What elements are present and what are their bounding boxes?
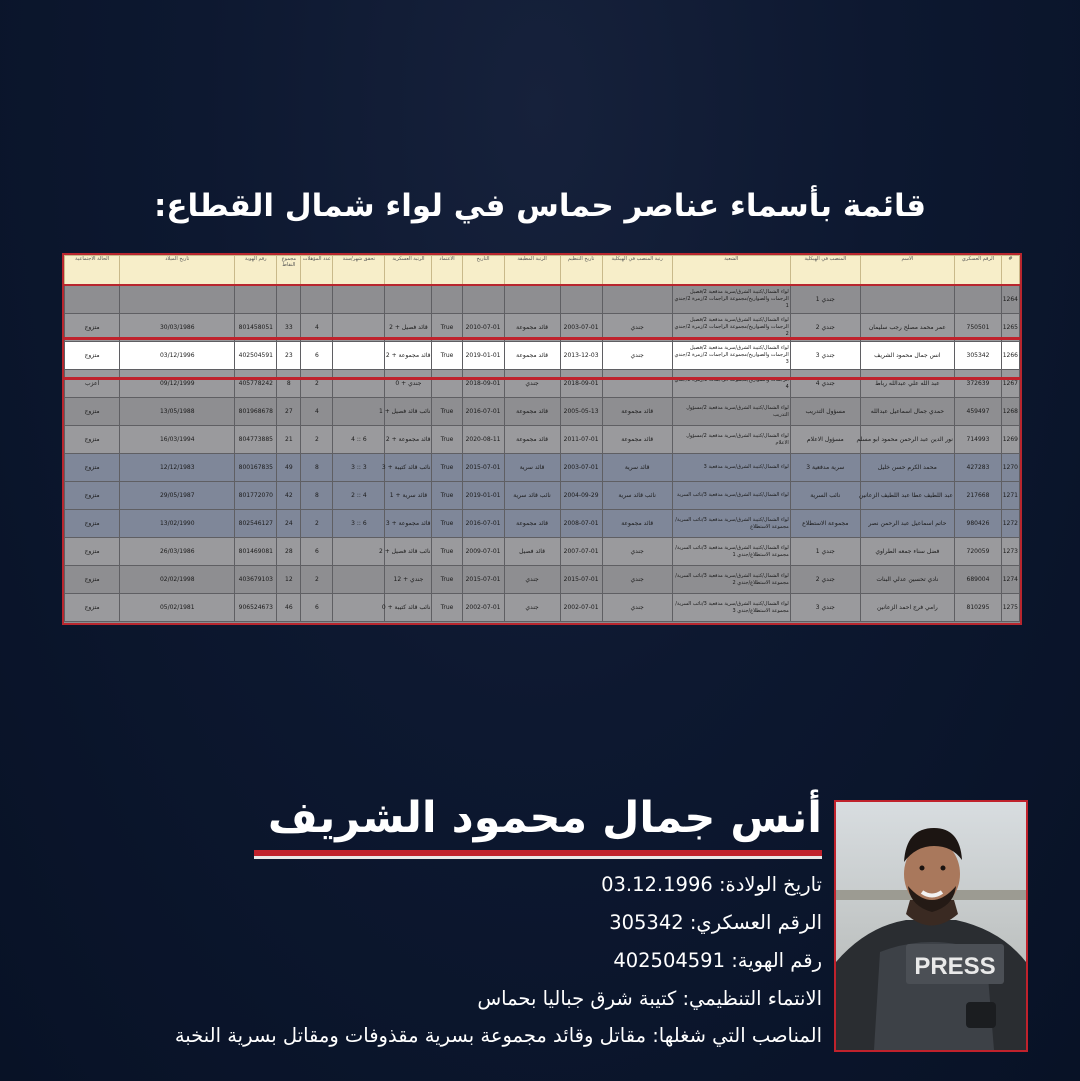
table-cell: 23 (277, 342, 301, 370)
table-cell: 16/03/1994 (120, 426, 235, 454)
table-cell (333, 342, 385, 370)
table-row (65, 314, 1020, 342)
table-cell: 21 (277, 426, 301, 454)
table-cell (235, 285, 277, 314)
table-row (65, 398, 1020, 426)
table-cell: 2019-01-01 (462, 482, 504, 510)
table-cell: 800167835 (235, 454, 277, 482)
table-cell: جندي (504, 566, 560, 594)
table-cell: جندي (602, 594, 672, 622)
table-cell: 49 (277, 454, 301, 482)
table-cell (333, 566, 385, 594)
table-cell: 6 :: 4 (333, 426, 385, 454)
table-cell (65, 285, 120, 314)
page-title: قائمة بأسماء عناصر حماس في لواء شمال القطاع: (153, 188, 926, 224)
table-cell: انس جمال محمود الشريف (860, 342, 954, 370)
table-cell: 689004 (954, 566, 1001, 594)
table-cell (602, 370, 672, 398)
table-cell: جندي 1 (790, 285, 860, 314)
table-cell: 2004-09-29 (560, 482, 602, 510)
table-cell: True (432, 538, 462, 566)
table-cell: متزوج (65, 566, 120, 594)
profile-name: أنس جمال محمود الشريف (267, 793, 822, 843)
table-cell: 2002-07-01 (560, 594, 602, 622)
table-cell: 6 (301, 594, 333, 622)
table-body (65, 285, 1020, 622)
table-cell: 46 (277, 594, 301, 622)
table-row (65, 426, 1020, 454)
table-cell: 801469081 (235, 538, 277, 566)
table-header-cell: الرقم العسكري (954, 256, 1001, 286)
table-header-cell: الاعتماد (432, 256, 462, 286)
table-cell: قائد مجموعة (504, 426, 560, 454)
table-cell: قائد مجموعة + 3 (385, 510, 432, 538)
table-header-cell: # (1001, 256, 1019, 286)
table-cell: 2018-09-01 (560, 370, 602, 398)
table-cell: جندي 1 (790, 538, 860, 566)
table-cell: نائب السرية (790, 482, 860, 510)
members-table (64, 255, 1020, 622)
table-cell (333, 398, 385, 426)
table-cell: 27 (277, 398, 301, 426)
name-underline (254, 850, 822, 859)
table-cell: 12 (277, 566, 301, 594)
table-cell (301, 285, 333, 314)
table-cell: 1269 (1001, 426, 1019, 454)
military-number-line: الرقم العسكري: 305342 (609, 911, 822, 934)
table-row (65, 454, 1020, 482)
table-cell: متزوج (65, 594, 120, 622)
table-cell: 26/03/1986 (120, 538, 235, 566)
positions-line: المناصب التي شغلها: مقاتل وقائد مجموعة بسرية مقذوفات ومقاتل بسرية النخبة (174, 1024, 822, 1047)
table-cell: متزوج (65, 342, 120, 370)
table-cell: مسؤول التدريب (790, 398, 860, 426)
table-cell: متزوج (65, 454, 120, 482)
table-cell: عمر محمد مصلح رجب سليمان (860, 314, 954, 342)
table-cell: نادي تحسين عدلي البنات (860, 566, 954, 594)
table-cell: 2003-07-01 (560, 454, 602, 482)
table-cell: متزوج (65, 426, 120, 454)
table-cell: لواء الشمال/كتيبة الشرق/سرية مدفعية 3/نائب السرية (672, 482, 790, 510)
table-cell: 4 (301, 398, 333, 426)
table-cell: 02/02/1998 (120, 566, 235, 594)
table-cell (560, 285, 602, 314)
table-cell: 8 (301, 454, 333, 482)
table-cell: 8 (301, 482, 333, 510)
table-cell: جندي 3 (790, 342, 860, 370)
table-cell: 1274 (1001, 566, 1019, 594)
table-cell: قائد سرية (504, 454, 560, 482)
table-header-cell: عدد المؤهلات (301, 256, 333, 286)
table-cell: 2002-07-01 (462, 594, 504, 622)
table-cell (860, 285, 954, 314)
table-cell: الرجمات والصواريخ/مجموعة الراجمات 2/زمرة 2/جندي 4 (672, 370, 790, 398)
table-cell: 801772070 (235, 482, 277, 510)
table-cell: 09/12/1999 (120, 370, 235, 398)
table-cell: قائد مجموعة + 2 (385, 426, 432, 454)
table-cell: متزوج (65, 314, 120, 342)
highlighted-table-row (65, 342, 1020, 370)
table-cell (432, 370, 462, 398)
table-cell: قائد مجموعة (504, 314, 560, 342)
table-cell: لواء الشمال/كتيبة الشرق/سرية مدفعية 2/فصيل الرجمات والصواريخ/مجموعة الراجمات 2/زمرة 2/جندي 3 (672, 342, 790, 370)
table-row (65, 370, 1020, 398)
table-cell: 403679103 (235, 566, 277, 594)
table-cell: True (432, 342, 462, 370)
table-cell: متزوج (65, 482, 120, 510)
document-table-image (62, 253, 1022, 625)
table-cell: 427283 (954, 454, 1001, 482)
table-cell: لواء الشمال/كتيبة الشرق/سرية مدفعية 2/مسؤول التدريب (672, 398, 790, 426)
table-cell: 2018-09-01 (462, 370, 504, 398)
table-header-cell: المنصب في الهيكلية (790, 256, 860, 286)
table-header-cell: رتبة المنصب في الهيكلية (602, 256, 672, 286)
table-cell: 30/03/1986 (120, 314, 235, 342)
table-row (65, 538, 1020, 566)
table-cell (333, 314, 385, 342)
table-cell: جندي 2 (790, 566, 860, 594)
table-cell: نائب قائد كتيبة + 0 (385, 594, 432, 622)
table-cell: True (432, 482, 462, 510)
table-header-cell: التاريخ (462, 256, 504, 286)
table-cell: 2016-07-01 (462, 510, 504, 538)
birth-date-line: تاريخ الولادة: 03.12.1996 (601, 873, 822, 896)
table-cell: 714993 (954, 426, 1001, 454)
table-cell: عبد اللطيف عطا عبد اللطيف الزعانين (860, 482, 954, 510)
id-number-line: رقم الهوية: 402504591 (613, 949, 822, 972)
table-cell: 13/02/1990 (120, 510, 235, 538)
table-cell: لواء الشمال/كتيبة الشرق/سرية مدفعية 3/نائب السرية/مجموعة الاستطلاع/جندي 1 (672, 538, 790, 566)
table-cell (333, 538, 385, 566)
press-label: PRESS (914, 953, 996, 980)
table-cell: 42 (277, 482, 301, 510)
table-cell: 2005-05-13 (560, 398, 602, 426)
table-cell: 2015-07-01 (462, 566, 504, 594)
table-cell: 720059 (954, 538, 1001, 566)
table-cell: 372639 (954, 370, 1001, 398)
table-cell: لواء الشمال/كتيبة الشرق/سرية مدفعية 2/فصيل الرجمات والصواريخ/مجموعة الراجمات 2/زمرة 2/جندي 2 (672, 314, 790, 342)
table-cell: True (432, 398, 462, 426)
table-cell: 2007-07-01 (560, 538, 602, 566)
table-cell: نور الدين عبد الرحمن محمود ابو مسلم (860, 426, 954, 454)
table-cell: 33 (277, 314, 301, 342)
table-cell: 1265 (1001, 314, 1019, 342)
table-cell: 4 (301, 314, 333, 342)
table-cell (385, 285, 432, 314)
table-cell: محمد الكرم حسن خليل (860, 454, 954, 482)
table-header-cell: تاريخ التنظيم (560, 256, 602, 286)
table-cell: جندي + 12 (385, 566, 432, 594)
table-cell: 29/05/1987 (120, 482, 235, 510)
table-cell: جندي (602, 342, 672, 370)
table-cell: 801968678 (235, 398, 277, 426)
table-cell: جندي (602, 566, 672, 594)
table-cell: قائد مجموعة (602, 510, 672, 538)
table-cell: True (432, 594, 462, 622)
table-cell: True (432, 566, 462, 594)
table-cell: 2009-07-01 (462, 538, 504, 566)
table-cell: 305342 (954, 342, 1001, 370)
table-cell: 24 (277, 510, 301, 538)
table-cell: 6 (301, 342, 333, 370)
table-cell: قائد مجموعة (602, 426, 672, 454)
table-header-cell: مجموع النقاط (277, 256, 301, 286)
table-cell: 2003-07-01 (560, 314, 602, 342)
table-cell: 2019-01-01 (462, 342, 504, 370)
table-row (65, 285, 1020, 314)
table-cell (504, 285, 560, 314)
table-cell: 2011-07-01 (560, 426, 602, 454)
table-cell: لواء الشمال/كتيبة الشرق/سرية مدفعية 2/فصيل الرجمات والصواريخ/مجموعة الراجمات 2/زمرة 2/جندي 1 (672, 285, 790, 314)
table-cell: 1271 (1001, 482, 1019, 510)
table-cell (462, 285, 504, 314)
table-cell: 03/12/1996 (120, 342, 235, 370)
table-cell: 750501 (954, 314, 1001, 342)
table-cell: قائد فصيل (504, 538, 560, 566)
table-header-cell: تحقق شهر/سنة (333, 256, 385, 286)
table-cell: متزوج (65, 398, 120, 426)
table-cell: 906524673 (235, 594, 277, 622)
table-cell: أعزب (65, 370, 120, 398)
table-cell: 6 :: 3 (333, 510, 385, 538)
table-cell (277, 285, 301, 314)
table-cell: 810295 (954, 594, 1001, 622)
table-cell: 28 (277, 538, 301, 566)
table-cell: متزوج (65, 510, 120, 538)
table-cell: مجموعة الاستطلاع (790, 510, 860, 538)
table-cell: جندي 4 (790, 370, 860, 398)
table-cell: True (432, 426, 462, 454)
table-cell: نائب قائد سرية (504, 482, 560, 510)
table-cell: قائد مجموعة (504, 342, 560, 370)
portrait-illustration (836, 802, 1026, 1050)
table-cell: 2015-07-01 (462, 454, 504, 482)
table-cell: 3 :: 3 (333, 454, 385, 482)
table-cell: 1273 (1001, 538, 1019, 566)
table-cell: جندي 3 (790, 594, 860, 622)
affiliation-line: الانتماء التنظيمي: كتيبة شرق جباليا بحماس (477, 987, 822, 1010)
table-cell (333, 594, 385, 622)
table-cell: قائد فصيل + 2 (385, 314, 432, 342)
table-cell (333, 285, 385, 314)
table-header-cell: الحالة الاجتماعية (65, 256, 120, 286)
table-cell: قائد مجموعة (602, 398, 672, 426)
table-cell: 804773885 (235, 426, 277, 454)
table-cell: جندي (602, 538, 672, 566)
table-cell: True (432, 314, 462, 342)
profile-panel (62, 790, 822, 1061)
table-cell: 2013-12-03 (560, 342, 602, 370)
table-cell: 2015-07-01 (560, 566, 602, 594)
table-cell: 2 (301, 566, 333, 594)
table-cell (602, 285, 672, 314)
table-cell: لواء الشمال/كتيبة الشرق/سرية مدفعية 3/نائب السرية/مجموعة الاستطلاع (672, 510, 790, 538)
table-cell: 405778242 (235, 370, 277, 398)
table-cell: 2020-08-11 (462, 426, 504, 454)
table-header-cell: تاريخ الميلاد (120, 256, 235, 286)
table-cell: 6 (301, 538, 333, 566)
table-cell: 1275 (1001, 594, 1019, 622)
table-cell: عبد الله علي عبدالله رباط (860, 370, 954, 398)
table-cell: True (432, 510, 462, 538)
table-cell: 459497 (954, 398, 1001, 426)
table-cell: لواء الشمال/كتيبة الشرق/سرية مدفعية 2/مسؤول الاعلام (672, 426, 790, 454)
table-cell: 217668 (954, 482, 1001, 510)
table-cell: 2008-07-01 (560, 510, 602, 538)
table-header-row (65, 256, 1020, 286)
table-cell: 1268 (1001, 398, 1019, 426)
table-cell: 2 (301, 370, 333, 398)
table-cell: قائد مجموعة (504, 398, 560, 426)
profile-photo (834, 800, 1028, 1052)
table-cell: حمدي جمال اسماعيل عبدالله (860, 398, 954, 426)
table-cell: قائد سرية + 1 (385, 482, 432, 510)
table-cell: قائد سرية (602, 454, 672, 482)
table-cell: 1264 (1001, 285, 1019, 314)
table-header-cell: الشعبة (672, 256, 790, 286)
table-cell: نائب قائد سرية (602, 482, 672, 510)
table-cell: 05/02/1981 (120, 594, 235, 622)
table-cell: 2010-07-01 (462, 314, 504, 342)
table-cell: 801458051 (235, 314, 277, 342)
table-cell: جندي (602, 314, 672, 342)
table-cell: جندي 2 (790, 314, 860, 342)
table-cell: 1267 (1001, 370, 1019, 398)
table-cell: حاتم اسماعيل عبد الرحمن نصر (860, 510, 954, 538)
table-cell: جندي (504, 370, 560, 398)
table-cell: متزوج (65, 538, 120, 566)
table-cell: 2016-07-01 (462, 398, 504, 426)
table-cell: نائب قائد فصيل + 2 (385, 538, 432, 566)
table-cell (954, 285, 1001, 314)
table-cell: 980426 (954, 510, 1001, 538)
table-cell: نائب قائد كتيبة + 3 (385, 454, 432, 482)
table-cell: جندي + 0 (385, 370, 432, 398)
table-header-cell: الرتبة المطبقة (504, 256, 560, 286)
table-row (65, 566, 1020, 594)
table-header-cell: الاسم (860, 256, 954, 286)
table-cell: فضل سناء جمعه الطراوي (860, 538, 954, 566)
table-cell: 1272 (1001, 510, 1019, 538)
table-cell (432, 285, 462, 314)
table-cell: لواء الشمال/كتيبة الشرق/سرية مدفعية 3 (672, 454, 790, 482)
table-row (65, 510, 1020, 538)
table-cell: لواء الشمال/كتيبة الشرق/سرية مدفعية 3/نائب السرية/مجموعة الاستطلاع/جندي 3 (672, 594, 790, 622)
table-cell: 13/05/1988 (120, 398, 235, 426)
table-row (65, 594, 1020, 622)
table-cell: 8 (277, 370, 301, 398)
table-cell: 1266 (1001, 342, 1019, 370)
table-header-cell: رقم الهوية (235, 256, 277, 286)
table-cell: True (432, 454, 462, 482)
table-cell: لواء الشمال/كتيبة الشرق/سرية مدفعية 3/نائب السرية/مجموعة الاستطلاع/جندي 2 (672, 566, 790, 594)
table-cell: 802546127 (235, 510, 277, 538)
table-cell: 2 (301, 510, 333, 538)
table-cell: مسؤول الاعلام (790, 426, 860, 454)
table-header-cell: الرتبة العسكرية (385, 256, 432, 286)
table-cell (333, 370, 385, 398)
table-cell: 2 (301, 426, 333, 454)
table-cell: رامي فرج احمد الزعانين (860, 594, 954, 622)
table-cell: جندي (504, 594, 560, 622)
table-cell: قائد مجموعة + 2 (385, 342, 432, 370)
table-cell: 12/12/1983 (120, 454, 235, 482)
table-cell (120, 285, 235, 314)
table-cell: نائب قائد فصيل + 1 (385, 398, 432, 426)
table-cell: سرية مدفعية 3 (790, 454, 860, 482)
table-cell: 402504591 (235, 342, 277, 370)
table-cell: 4 :: 2 (333, 482, 385, 510)
table-cell: 1270 (1001, 454, 1019, 482)
table-row (65, 482, 1020, 510)
table-cell: قائد مجموعة (504, 510, 560, 538)
